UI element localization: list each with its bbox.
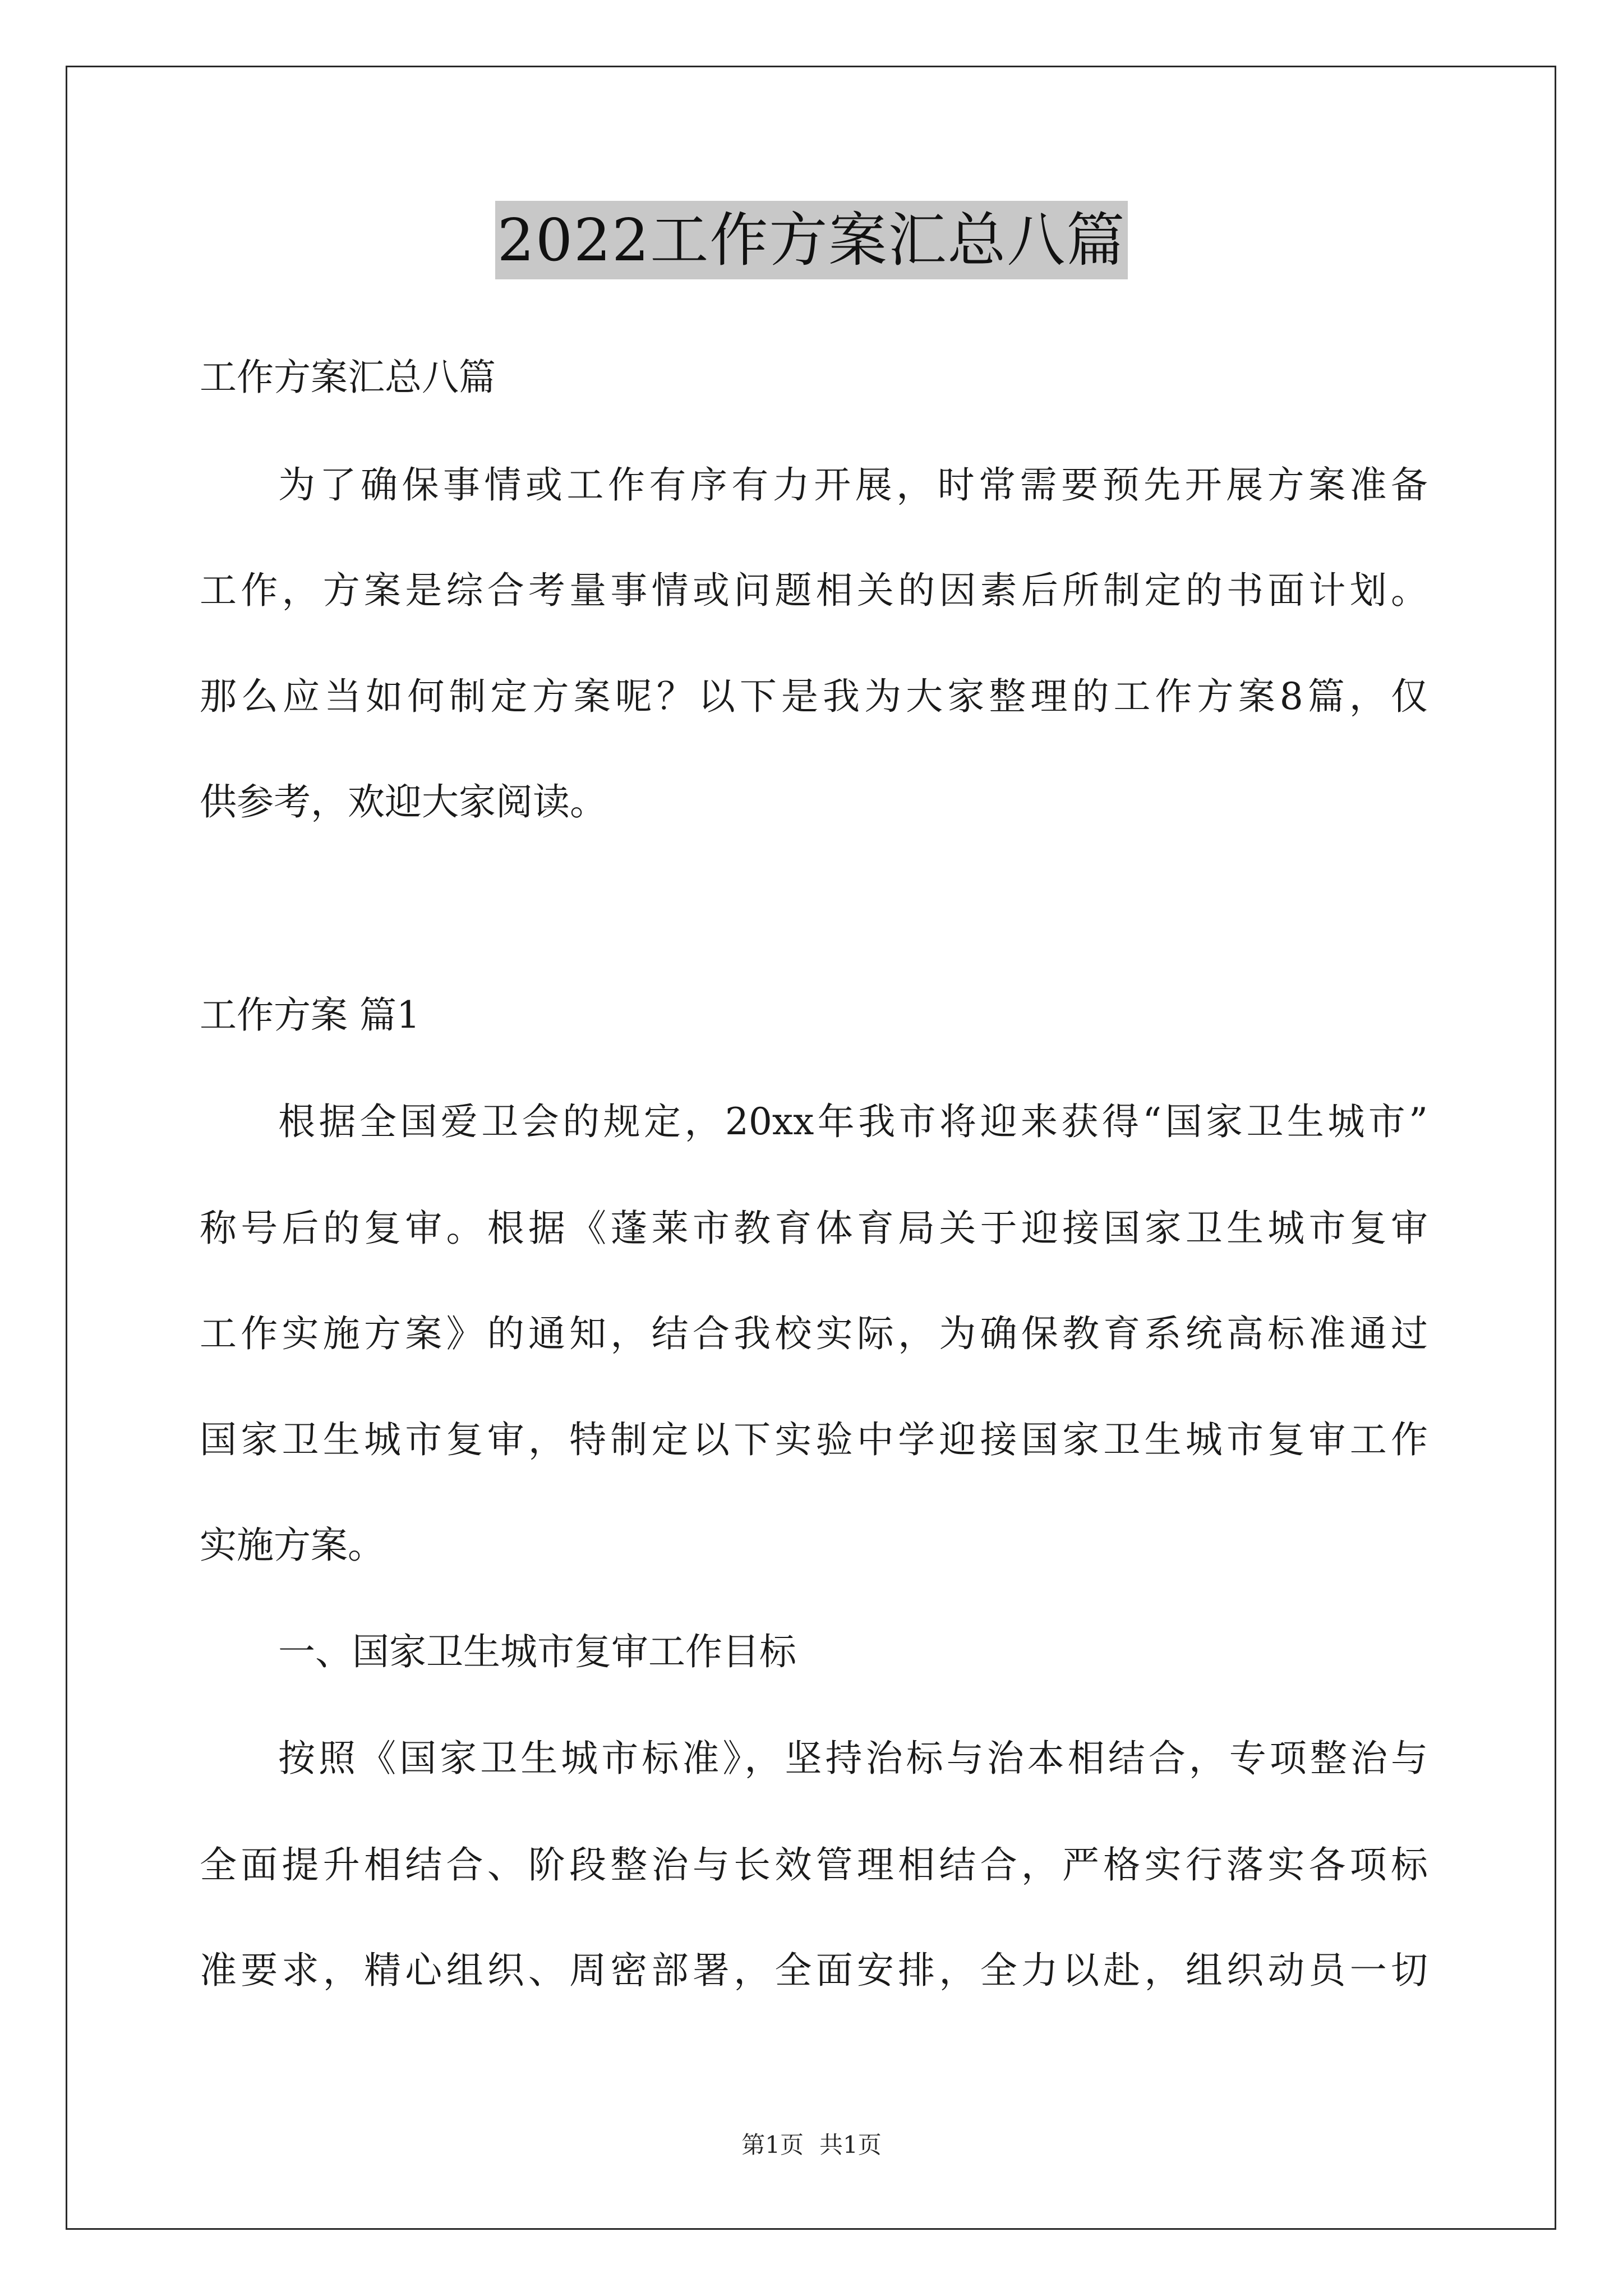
- page-total: 共1页: [819, 2131, 882, 2159]
- paragraph-line: 国家卫生城市复审，特制定以下实验中学迎接国家卫生城市复审工作: [200, 1418, 1428, 1461]
- paragraph-line: 实施方案。: [200, 1524, 385, 1567]
- page-footer: [0, 2129, 1623, 2161]
- subsection-heading: 一、国家卫生城市复审工作目标: [278, 1630, 796, 1673]
- paragraph-line: 称号后的复审。根据《蓬莱市教育体育局关于迎接国家卫生城市复审: [200, 1207, 1428, 1250]
- paragraph-line: 工作，方案是综合考量事情或问题相关的因素后所制定的书面计划。: [200, 569, 1428, 612]
- paragraph-line: 为了确保事情或工作有序有力开展，时常需要预先开展方案准备: [278, 463, 1428, 507]
- document-title: 2022工作方案汇总八篇: [495, 201, 1128, 279]
- paragraph-line: 供参考，欢迎大家阅读。: [200, 780, 607, 823]
- paragraph-line: 那么应当如何制定方案呢？以下是我为大家整理的工作方案8篇，仅: [200, 675, 1428, 718]
- paragraph-line: 按照《国家卫生城市标准》，坚持治标与治本相结合，专项整治与: [278, 1737, 1428, 1780]
- paragraph-line: 准要求，精心组织、周密部署，全面安排，全力以赴，组织动员一切: [200, 1949, 1428, 1992]
- subtitle-line: 工作方案汇总八篇: [200, 356, 496, 399]
- page-number: 第1页: [741, 2131, 804, 2159]
- section-heading: 工作方案 篇1: [200, 993, 420, 1037]
- title-container: [0, 201, 1623, 279]
- paragraph-line: 工作实施方案》的通知，结合我校实际，为确保教育系统高标准通过: [200, 1312, 1428, 1355]
- paragraph-line: 全面提升相结合、阶段整治与长效管理相结合，严格实行落实各项标: [200, 1843, 1428, 1887]
- paragraph-line: 根据全国爱卫会的规定，20xx年我市将迎来获得“国家卫生城市”: [278, 1100, 1428, 1143]
